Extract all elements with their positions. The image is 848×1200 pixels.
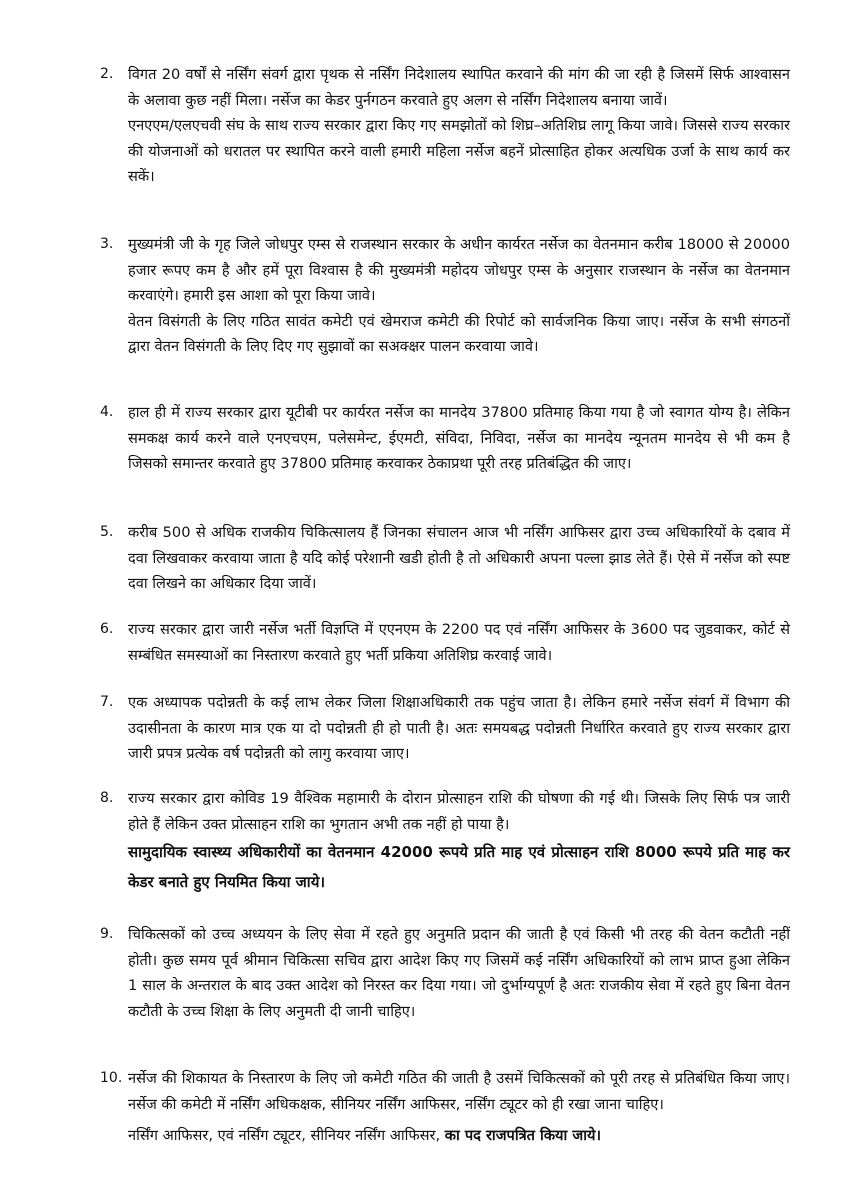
item-text [128,232,790,360]
item-number: 2. [100,66,114,82]
paragraph: हाल ही में राज्य सरकार द्वारा यूटीबी पर कार्यरत नर्सेज का मानदेय 37800 प्रतिमाह किया गया है जो स्वागत योग्य है। लेकिन समकक्ष कार्य करने वाले एनएचएम, पलेसमेन्ट, ईएमटी, संविदा, निविदा, नर्सेज का मानदेय न्यूनतम मानदेय से भी कम है जिसको समान्तर करवाते हुए 37800 प्रतिमाह करवाकर ठेकाप्रथा पूरी तरह प्रतिबंद्धित की जाए। [128,404,790,472]
list-item [100,922,790,1024]
paragraph: एक अध्यापक पदोन्नती के कई लाभ लेकर जिला शिक्षाअधिकारी तक पहुंच जाता है। लेकिन हमारे नर्सेज संवर्ग में विभाग की उदासीनता के कारण मात्र एक या दो पदोन्नती ही हो पाती है। अतः समयबद्ध पदोन्नती निर्धारित करवाते हुए राज्य सरकार द्वारा जारी प्रपत्र प्रत्येक वर्ष पदोन्नती को लागु करवाया जाए। [128,694,790,762]
paragraph: विगत 20 वर्षों से नर्सिंग संवर्ग द्वारा पृथक से नर्सिंग निदेशालय स्थापित करवाने की मांग की जा रही है जिसमें सिर्फ आश्वासन के अलावा कुछ नहीं मिला। नर्सेज का केडर पुर्नगठन करवाते हुए अलग से नर्सिंग निदेशालय बनाया जावें। [128,66,790,109]
list-item [100,62,790,190]
item-number: 8. [100,790,114,806]
paragraph: राज्य सरकार द्वारा कोविड 19 वैश्विक महामारी के दोरान प्रोत्साहन राशि की घोषणा की गई थी। जिसके लिए सिर्फ पत्र जारी होते हैं लेकिन उक्त प्रोत्साहन राशि का भुगतान अभी तक नहीं हो पाया है। [128,790,790,833]
item-number: 3. [100,236,114,252]
bold-paragraph: सामुदायिक स्वास्थ्य अधिकारीयों का वेतनमान 42000 रूपये प्रति माह एवं प्रोत्साहन राशि 8000 रूपये प्रति माह कर केडर बनाते हुए नियमित किया जाये। [128,843,790,891]
paragraph: चिकित्सकों को उच्च अध्ययन के लिए सेवा में रहते हुए अनुमति प्रदान की जाती है एवं किसी भी तरह की वेतन कटौती नहीं होती। कुछ समय पूर्व श्रीमान चिकित्सा सचिव द्वारा आदेश किए गए जिसमें कई नर्सिंग अधिकारियों को लाभ प्राप्त हुआ लेकिन 1 साल के अन्तराल के बाद उक्त आदेश को निरस्त कर दिया गया। जो दुर्भाग्यपूर्ण है अतः राजकीय सेवा में रहते हुए बिना वेतन कटौती के उच्च शिक्षा के लिए अनुमती दी जानी चाहिए। [128,926,790,1020]
list-item [100,232,790,360]
list-item [100,520,790,597]
item-number: 4. [100,404,114,420]
item-text [128,62,790,190]
list-item [100,786,790,897]
item-text [128,400,790,477]
item-number: 10. [100,1070,123,1086]
item-text [128,690,790,767]
item-text [128,1066,790,1149]
paragraph: करीब 500 से अधिक राजकीय चिकित्सालय हैं जिनका संचालन आज भी नर्सिंग आफिसर द्वारा उच्च अधिकारियों के दबाव में दवा लिखवाकर करवाया जाता है यदि कोई परेशानी खडी होती है तो अधिकारी अपना पल्ला झाड लेते हैं। ऐसे में नर्सेज को स्पष्ट दवा लिखने का अधिकार दिया जावें। [128,524,790,592]
paragraph: नर्सेज की शिकायत के निस्तारण के लिए जो कमेटी गठित की जाती है उसमें चिकित्सकों को पूरी तरह से प्रतिबंधित किया जाए। नर्सेज की कमेटी में नर्सिंग अधिकक्षक, सीनियर नर्सिंग आफिसर, नर्सिंग ट्यूटर को ही रखा जाना चाहिए। [128,1070,790,1113]
final-line [128,1123,790,1149]
item-text [128,617,790,668]
item-number: 9. [100,926,114,942]
item-text [128,786,790,897]
item-text [128,922,790,1024]
final-line-bold: का पद राजपत्रित किया जाये। [444,1127,601,1144]
list-item [100,617,790,668]
paragraph: एनएएम/एलएचवी संघ के साथ राज्य सरकार द्वारा किए गए समझोतों को शिघ्र–अतिशिघ्र लागू किया जावे। जिससे राज्य सरकार की योजनाओं को धरातल पर स्थापित करने वाली हमारी महिला नर्सेज बहनें प्रोत्साहित होकर अत्यधिक उर्जा के साथ कार्य कर सकें। [128,117,790,185]
item-number: 5. [100,524,114,540]
item-number: 7. [100,694,114,710]
list-item [100,400,790,477]
item-text [128,520,790,597]
paragraph: वेतन विसंगती के लिए गठित सावंत कमेटी एवं खेमराज कमेटी की रिपोर्ट को सार्वजनिक किया जाए। नर्सेज के सभी संगठनों द्वारा वेतन विसंगती के लिए दिए गए सुझावों का सअक्क्षर पालन करवाया जावे। [128,312,790,355]
paragraph: मुख्यमंत्री जी के गृह जिले जोधपुर एम्स से राजस्थान सरकार के अधीन कार्यरत नर्सेज का वेतनमान करीब 18000 से 20000 हजार रूपए कम है और हमें पूरा विश्वास है की मुख्यमंत्री महोदय जोधपुर एम्स के अनुसार राजस्थान के नर्सेज का वेतनमान करवाएंगे। हमारी इस आशा को पूरा किया जावे। [128,236,790,304]
final-line-plain: नर्सिंग आफिसर, एवं नर्सिंग ट्यूटर, सीनियर नर्सिंग आफिसर, [128,1127,441,1144]
paragraph: राज्य सरकार द्वारा जारी नर्सेज भर्ती विज्ञप्ति में एएनएम के 2200 पद एवं नर्सिंग आफिसर के 3600 पद जुडवाकर, कोर्ट से सम्बंधित समस्याओं का निस्तारण करवाते हुए भर्ती प्रकिया अतिशिघ्र करवाई जावे। [128,621,790,664]
item-number: 6. [100,621,114,637]
list-item [100,690,790,767]
list-item [100,1066,790,1149]
